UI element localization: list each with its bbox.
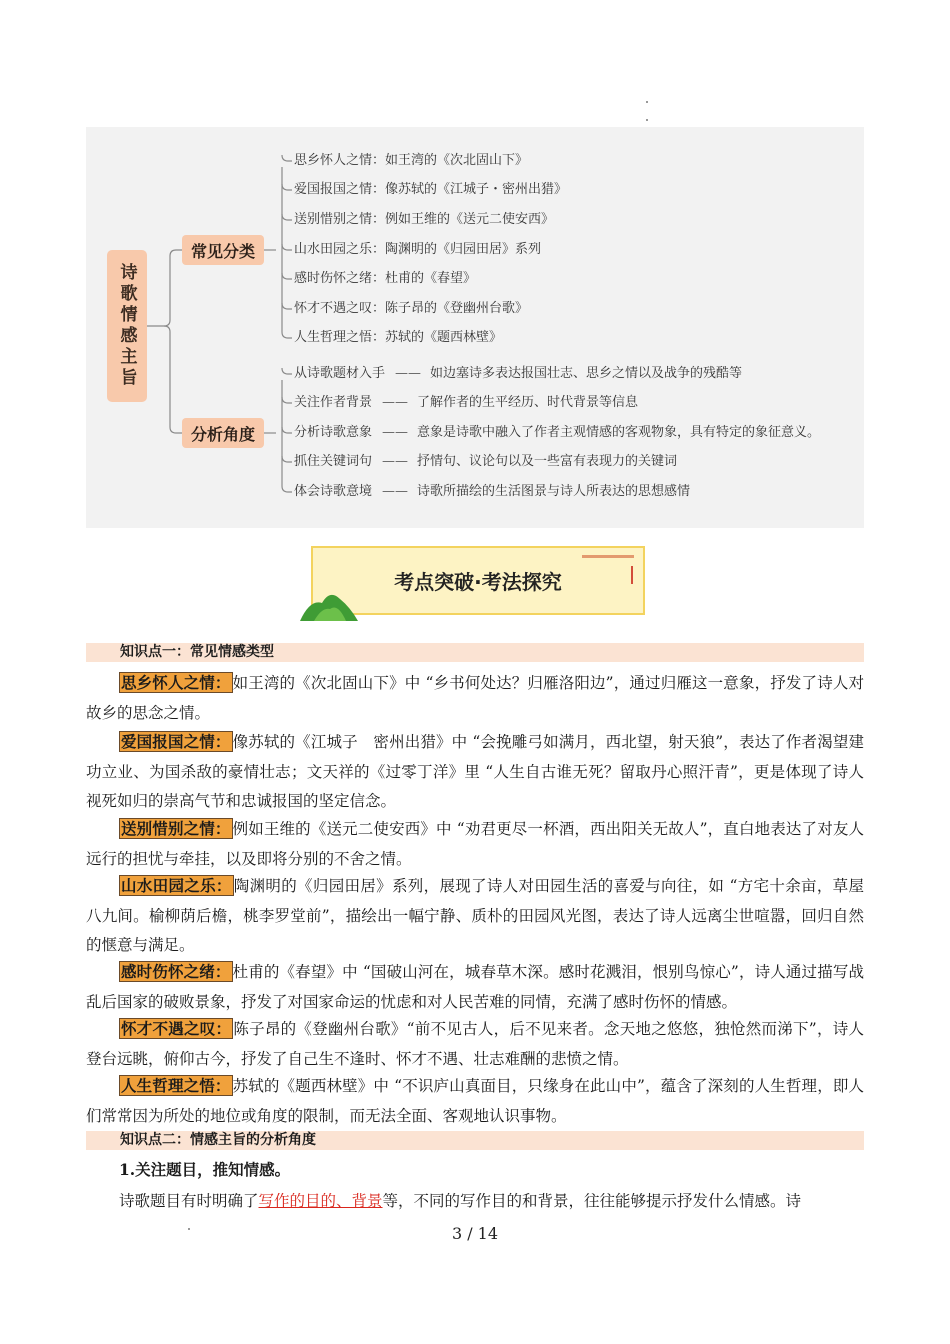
paragraph: 诗歌题目有时明确了写作的目的、背景等，不同的写作目的和背景，往往能够提示抒发什么情感。诗 <box>119 1192 802 1210</box>
mind-map-leaf: 分析诗歌意象 —— 意象是诗歌中融入了作者主观情感的客观物象，具有特定的象征意义。 <box>294 425 821 440</box>
mind-map-leaf: 山水田园之乐：陶渊明的《归园田居》系列 <box>294 242 542 257</box>
branch-analysis-angles <box>182 418 264 448</box>
subheading: 1.关注题目，推知情感。 <box>119 1160 291 1179</box>
mind-map-leaf: 从诗歌题材入手 —— 如边塞诗多表达报国壮志、思乡之情以及战争的残酷等 <box>294 366 743 381</box>
connector-branch-leaf <box>282 244 292 250</box>
banner-decoration <box>582 555 634 558</box>
mind-map-leaf: 感时伤怀之绪：杜甫的《春望》 <box>294 271 477 286</box>
emotion-tag: 送别惜别之情： <box>121 819 231 838</box>
mind-map-leaf: 体会诗歌意境 —— 诗歌所描绘的生活图景与诗人所表达的思想感情 <box>294 484 691 499</box>
paragraph: 人生哲理之悟： 苏轼的《题西林壁》中 “不识庐山真面目，只缘身在此山中”，蕴含了深刻的人生哲理，即人们常常因为所处的地位或角度的限制，而无法全面、客观地认识事物。 <box>86 1076 864 1125</box>
mind-map-leaf: 人生哲理之悟：苏轼的《题西林壁》 <box>294 330 503 345</box>
connector-branch-leaf <box>282 155 292 161</box>
mind-map-leaf: 思乡怀人之情：如王湾的《次北固山下》 <box>294 153 529 168</box>
mind-map <box>86 127 864 528</box>
connector-branch-leaf <box>282 427 292 433</box>
branch-label: 分析角度 <box>190 424 255 444</box>
branch-common-categories <box>182 235 264 265</box>
mind-map-leaf: 抓住关键词句 —— 抒情句、议论句以及一些富有表现力的关键词 <box>294 454 678 469</box>
emotion-tag: 山水田园之乐： <box>121 876 232 895</box>
connector-root-branch <box>147 250 182 326</box>
section-banner <box>311 546 645 615</box>
connector-branch-leaf <box>282 332 292 338</box>
highlight-underline: 写作的目的、背景 <box>258 1192 383 1210</box>
paragraph: 爱国报国之情： 像苏轼的《江城子 密州出猎》中 “会挽雕弓如满月，西北望，射天狼”，表达了作者渴望建功立业、为国杀敌的豪情壮志；文天祥的《过零丁洋》里 “人生自古谁无死？留取丹心照汗青”，更是体现了诗人视死如归的崇高气节和忠诚报国的坚定信念。 <box>86 732 864 810</box>
mind-map-root-label: 诗歌情感主旨 <box>116 263 137 389</box>
scan-dot <box>646 101 648 103</box>
scan-dot <box>646 119 648 121</box>
connector-branch-leaf <box>282 214 292 220</box>
mind-map-leaf: 送别惜别之情：例如王维的《送元二使安西》 <box>294 212 555 227</box>
emotion-tag: 爱国报国之情： <box>121 732 231 751</box>
mind-map-root <box>107 250 147 402</box>
section-heading: 知识点二：情感主旨的分析角度 <box>86 1131 864 1150</box>
paragraph: 思乡怀人之情： 如王湾的《次北固山下》中 “乡书何处达？归雁洛阳边”，通过归雁这一意象，抒发了诗人对故乡的思念之情。 <box>86 673 864 722</box>
hill-icon <box>300 589 360 621</box>
page-number: 3 / 14 <box>451 1224 499 1243</box>
branch-label: 常见分类 <box>190 241 255 261</box>
emotion-tag: 思乡怀人之情： <box>121 673 231 692</box>
section-heading: 知识点一：常见情感类型 <box>86 643 864 662</box>
connector-branch-leaf <box>282 397 292 403</box>
mind-map-leaf: 关注作者背景 —— 了解作者的生平经历、时代背景等信息 <box>294 395 639 410</box>
connector-branch-leaf <box>282 303 292 309</box>
connector-branch-leaf <box>282 456 292 462</box>
emotion-tag: 人生哲理之悟： <box>121 1076 231 1095</box>
mind-map-leaf: 怀才不遇之叹：陈子昂的《登幽州台歌》 <box>294 301 529 316</box>
connector-branch-leaf <box>282 273 292 279</box>
emotion-tag: 感时伤怀之绪： <box>121 962 231 981</box>
mind-map-leaf: 爱国报国之情：像苏轼的《江城子・密州出猎》 <box>294 182 568 197</box>
paragraph: 山水田园之乐： 陶渊明的《归园田居》系列，展现了诗人对田园生活的喜爱与向往，如 “方宅十余亩，草屋八九间。榆柳荫后檐，桃李罗堂前”，描绘出一幅宁静、质朴的田园风光图，表达了诗人远离尘世喧嚣，回归自然的惬意与满足。 <box>86 876 864 954</box>
emotion-tag: 怀才不遇之叹： <box>121 1019 232 1038</box>
paragraph: 送别惜别之情： 例如王维的《送元二使安西》中 “劝君更尽一杯酒，西出阳关无故人”，直白地表达了对友人远行的担忧与牵挂，以及即将分别的不舍之情。 <box>86 819 864 868</box>
banner-title: 考点突破·考法探究 <box>394 570 562 594</box>
connector-branch-leaf <box>282 184 292 190</box>
connector-branch-leaf <box>282 368 292 374</box>
paragraph: 感时伤怀之绪： 杜甫的《春望》中 “国破山河在，城春草木深。感时花溅泪，恨别鸟惊心”，诗人通过描写战乱后国家的破败景象，抒发了对国家命运的忧虑和对人民苦难的同情，充满了感时伤怀的情感。 <box>86 962 864 1011</box>
connector-root-branch <box>164 326 182 433</box>
paragraph: 怀才不遇之叹： 陈子昂的《登幽州台歌》“前不见古人，后不见来者。念天地之悠悠，独怆然而涕下”，诗人登台远眺，俯仰古今，抒发了自己生不逢时、怀才不遇、壮志难酬的悲愤之情。 <box>86 1019 864 1068</box>
connector-branch-leaf <box>282 486 292 492</box>
